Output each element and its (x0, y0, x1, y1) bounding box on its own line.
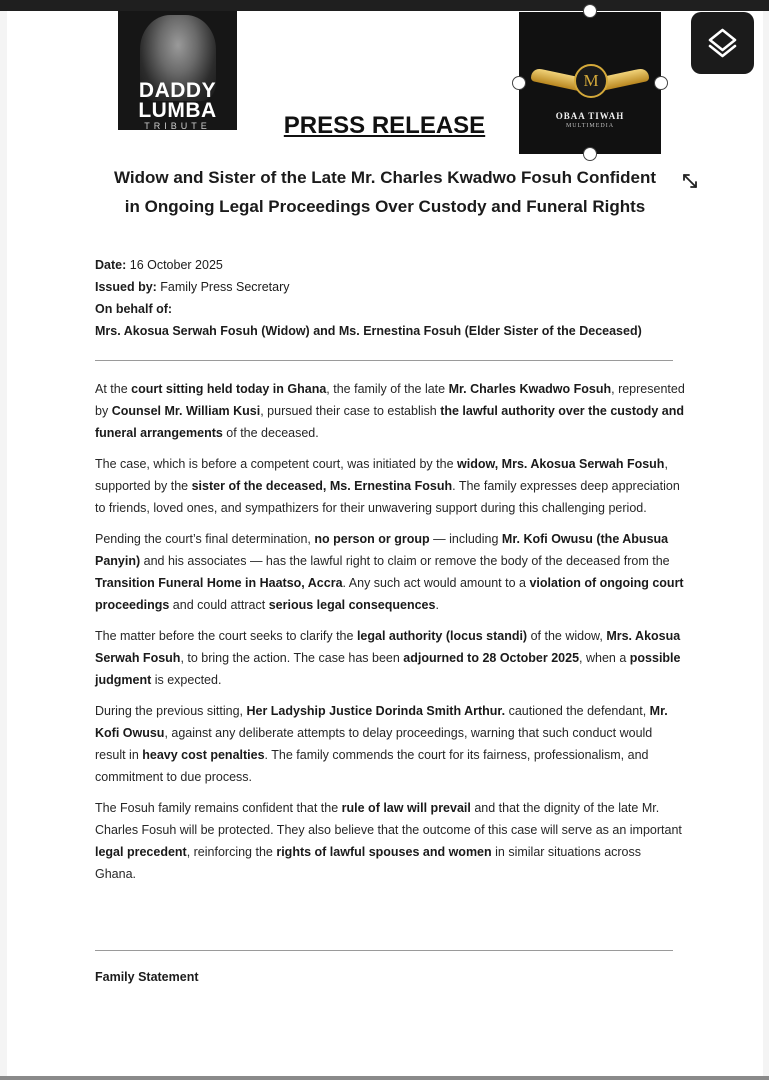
left-wing-shape (531, 67, 579, 91)
page-title: PRESS RELEASE (283, 112, 486, 139)
paragraph-3: Pending the court’s final determination, no person or group — including Mr. Kofi Owusu (the Abusua Panyin) and his associates — has the lawful right to claim or remove the body of the deceased from the Transition Funeral Home in Haatso, Accra. Any such act would amount to a violation of ongoing court proceedings and could attract serious legal consequences. (95, 532, 684, 612)
resize-button[interactable] (675, 166, 705, 196)
paragraph-2: The case, which is before a competent court, was initiated by the widow, Mrs. Akosua Serwah Fosuh, supported by the sister of the deceased, Ms. Ernestina Fosuh. The family expresses deep appreciation to friends, loved ones, and sympathizers for their unwavering support during this challenging period. (95, 457, 680, 515)
logo-name: OBAA TIWAH (555, 111, 625, 121)
paragraph-4: The matter before the court seeks to clarify the legal authority (locus standi) of the widow, Mrs. Akosua Serwah Fosuh, to bring the action. The case has been adjourned to 28 October 2025, when a possible judgment is expected. (95, 629, 681, 687)
paragraph-6: The Fosuh family remains confident that the rule of law will prevail and that the dignity of the late Mr. Charles Fosuh will be protected. They also believe that the outcome of this case will serve as an important legal precedent, reinforcing the rights of lawful spouses and women in similar situations across Ghana. (95, 801, 682, 881)
divider-bottom (95, 950, 673, 951)
resize-handle-left[interactable] (512, 76, 526, 90)
issued-line: Issued by: Family Press Secretary (95, 280, 290, 294)
resize-handle-bottom[interactable] (583, 147, 597, 161)
resize-handle-right[interactable] (654, 76, 668, 90)
signoff: Family Statement (95, 970, 199, 984)
behalf-line: Mrs. Akosua Serwah Fosuh (Widow) and Ms. Ernestina Fosuh (Elder Sister of the Deceased) (95, 324, 642, 338)
shortcut-button[interactable] (691, 12, 754, 74)
logo-brand-text: DADDY LUMBA (138, 79, 217, 122)
paragraph-1: At the court sitting held today in Ghana, the family of the late Mr. Charles Kwadwo Fosuh, represented by Counsel Mr. William Kusi, pursued their case to establish the lawful authority over the custody and funeral arrangements of the deceased. (95, 382, 685, 440)
resize-handle-top[interactable] (583, 4, 597, 18)
layers-icon (691, 12, 754, 74)
behalf-label: On behalf of: (95, 302, 173, 316)
resize-diagonal-icon (675, 166, 705, 196)
right-wing-shape (601, 67, 649, 91)
emblem-icon: M (574, 64, 608, 98)
logo-tagline: MULTIMEDIA (565, 123, 615, 129)
release-body (95, 378, 685, 894)
bottom-bar (0, 1076, 769, 1080)
top-bar (0, 0, 769, 11)
logo-subtitle: TRIBUTE (144, 121, 211, 130)
date-line: Date: 16 October 2025 (95, 258, 223, 272)
headline: Widow and Sister of the Late Mr. Charles Kwadwo Fosuh Confident in Ongoing Legal Proceedings Over Custody and Funeral Rights (114, 168, 656, 216)
paragraph-5: During the previous sitting, Her Ladyship Justice Dorinda Smith Arthur. cautioned the defendant, Mr. Kofi Owusu, against any deliberate attempts to delay proceedings, warning that such conduct would result in heavy cost penalties. The family commends the court for its fairness, professionalism, and commitment to due process. (95, 704, 668, 784)
release-meta (95, 254, 715, 342)
divider-top (95, 360, 673, 361)
